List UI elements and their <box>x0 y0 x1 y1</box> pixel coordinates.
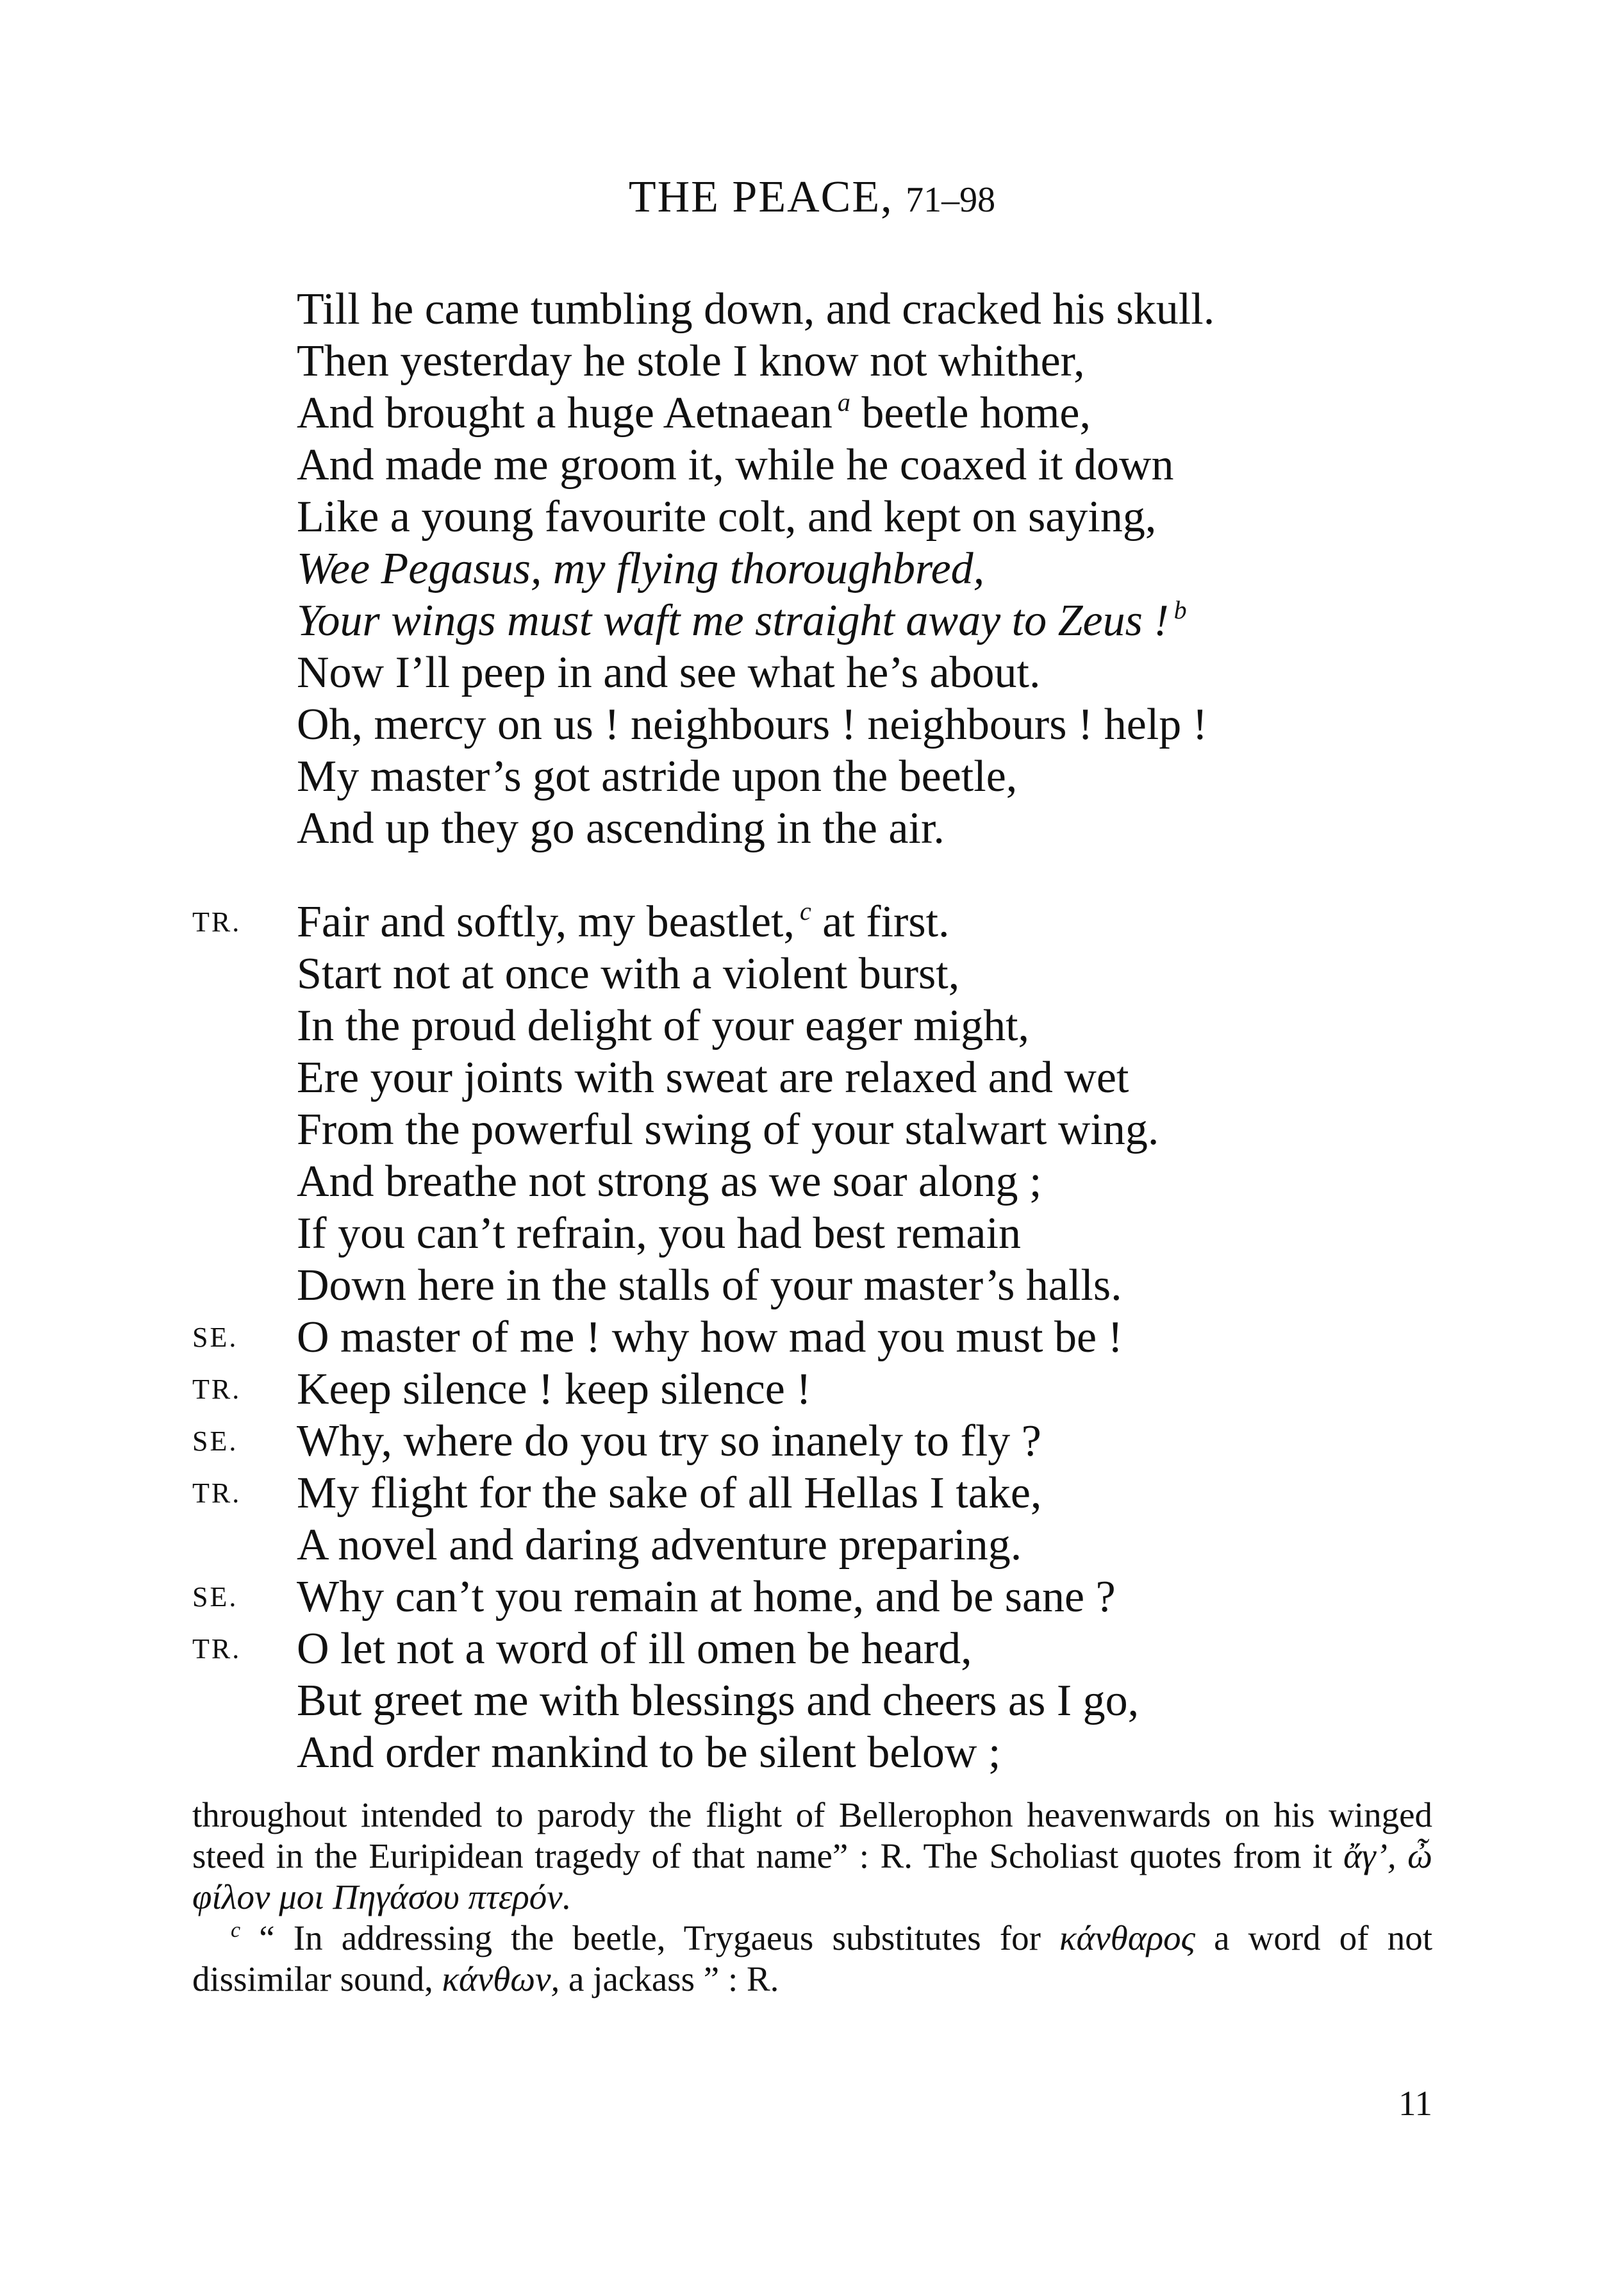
verse-line <box>0 1467 1624 1519</box>
greek-quote: ἄγ’, ὦ φίλον μοι Πηγάσου πτερόν. <box>192 1836 1432 1916</box>
verse-text: Ere your joints with sweat are relaxed and wet <box>297 1053 1129 1102</box>
footnote-marker: a <box>837 388 850 417</box>
verse-text: O master of me ! why how mad you must be ! <box>297 1313 1123 1362</box>
verse-text: My master’s got astride upon the beetle, <box>297 752 1018 801</box>
verse-text: And order mankind to be silent below ; <box>297 1728 1001 1777</box>
footnote-c: $^c$ “ In addressing the beetle, Trygaeus substitutes for κάνθαρος a word of not dissimilar sound, κάνθων, a jackass ” : R. <box>192 1918 1433 1998</box>
verse-line <box>0 1571 1624 1623</box>
verse-text: And made me groom it, while he coaxed it down <box>297 440 1174 490</box>
verse-line <box>0 1311 1624 1363</box>
verse-line <box>0 543 1624 595</box>
footnote-marker: b <box>1173 595 1187 624</box>
verse-line <box>0 387 1624 439</box>
verse-block <box>0 283 1624 1779</box>
verse-line <box>0 896 1624 948</box>
footnote-marker-c: c <box>231 1918 241 1942</box>
verse-text: And brought a huge Aetnaean $^a$ beetle home, <box>297 388 1091 438</box>
verse-line <box>0 1363 1624 1415</box>
verse-line <box>0 802 1624 854</box>
verse-line <box>0 595 1624 647</box>
verse-line <box>0 439 1624 491</box>
verse-text: Oh, mercy on us ! neighbours ! neighbours ! help ! <box>297 700 1208 749</box>
verse-line <box>0 751 1624 802</box>
verse-text: From the powerful swing of your stalwart wing. <box>297 1105 1159 1154</box>
verse-line <box>0 491 1624 543</box>
verse-line <box>0 1675 1624 1727</box>
verse-line <box>0 647 1624 699</box>
verse-line <box>0 1104 1624 1156</box>
verse-text: Then yesterday he stole I know not whither, <box>297 336 1085 386</box>
verse-line <box>0 948 1624 1000</box>
line-range: 71–98 <box>906 180 996 220</box>
speaker-label: TR. <box>192 1477 242 1509</box>
verse-line <box>0 1208 1624 1259</box>
greek-word-kantharos: κάνθαρος <box>1059 1918 1195 1957</box>
verse-text: And up they go ascending in the air. <box>297 804 945 853</box>
verse-text: A novel and daring adventure preparing. <box>297 1520 1022 1570</box>
verse-text: Now I’ll peep in and see what he’s about. <box>297 648 1041 697</box>
verse-text: Why, where do you try so inanely to fly ? <box>297 1416 1041 1466</box>
verse-text: Why can’t you remain at home, and be sane ? <box>297 1572 1116 1622</box>
verse-text: Wee Pegasus, my flying thoroughbred, <box>297 544 985 594</box>
verse-line <box>0 1156 1624 1208</box>
verse-line <box>0 335 1624 387</box>
verse-text: Fair and softly, my beastlet, $^c$ at first. <box>297 897 950 947</box>
running-title: THE PEACE, <box>628 172 893 222</box>
verse-text: But greet me with blessings and cheers as I go, <box>297 1676 1139 1725</box>
verse-text: Keep silence ! keep silence ! <box>297 1365 811 1414</box>
footnotes <box>192 1795 1432 2000</box>
verse-text: If you can’t refrain, you had best remain <box>297 1209 1021 1258</box>
speaker-label: TR. <box>192 1633 242 1665</box>
verse-line <box>0 1519 1624 1571</box>
verse-text: O let not a word of ill omen be heard, <box>297 1624 972 1673</box>
verse-text: Till he came tumbling down, and cracked his skull. <box>297 285 1215 334</box>
verse-line <box>0 1415 1624 1467</box>
verse-text: Start not at once with a violent burst, <box>297 949 960 999</box>
speaker-label: SE. <box>192 1581 238 1613</box>
verse-line <box>0 1727 1624 1779</box>
speaker-label: TR. <box>192 906 242 938</box>
verse-line <box>0 1052 1624 1104</box>
verse-text: And breathe not strong as we soar along ; <box>297 1157 1042 1206</box>
footnote-b-continued: throughout intended to parody the flight of Bellerophon heavenwards on his winged steed in the Euripidean tragedy of that name” : R. The Scholiast quotes from it ἄγ’, ὦ φίλον μοι Πηγάσου πτερόν. <box>192 1795 1432 1916</box>
verse-text: Down here in the stalls of your master’s halls. <box>297 1261 1122 1310</box>
footnote-marker: c <box>799 897 811 926</box>
verse-text: Like a young favourite colt, and kept on saying, <box>297 492 1157 542</box>
verse-text: In the proud delight of your eager might, <box>297 1001 1030 1050</box>
verse-line <box>0 699 1624 751</box>
greek-word-kanthon: κάνθων, <box>442 1959 560 1998</box>
page-header <box>0 172 1624 223</box>
verse-line <box>0 1623 1624 1675</box>
verse-text: My flight for the sake of all Hellas I take, <box>297 1468 1042 1518</box>
verse-text: Your wings must waft me straight away to Zeus ! $^b$ <box>297 595 1187 645</box>
page-number: 11 <box>1398 2084 1432 2123</box>
verse-line <box>0 1259 1624 1311</box>
verse-line <box>0 1000 1624 1052</box>
speaker-label: SE. <box>192 1425 238 1457</box>
speaker-label: TR. <box>192 1374 242 1405</box>
verse-line <box>0 283 1624 335</box>
speaker-label: SE. <box>192 1322 238 1353</box>
